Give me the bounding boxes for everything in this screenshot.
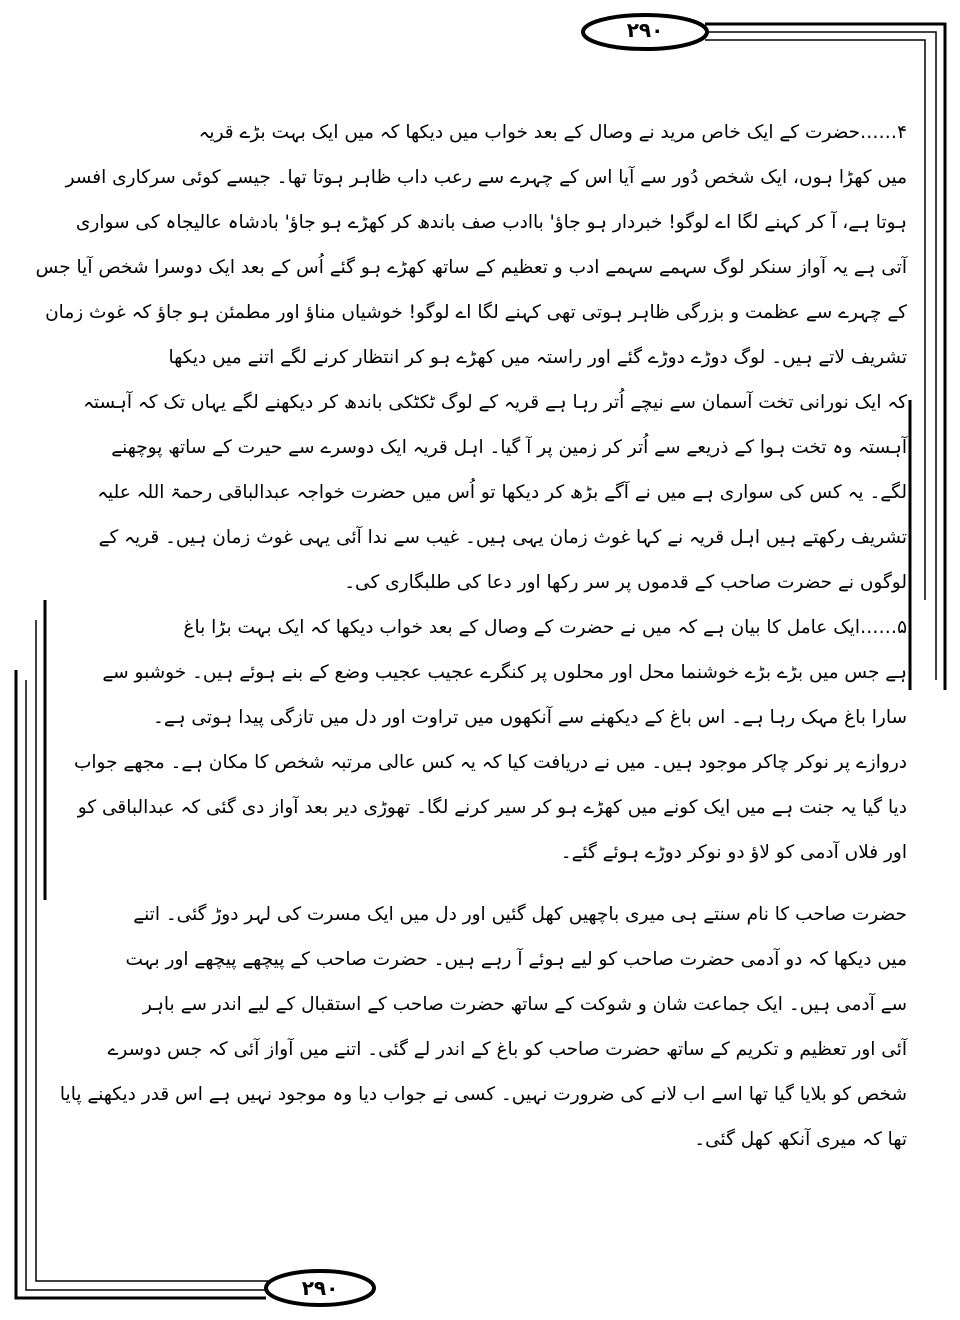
text-line: سارا باغ مہک رہا ہے۔ اس باغ کے دیکھنے سے آنکھوں میں تراوت اور دل میں تازگی پیدا ہوتی ہے۔	[153, 707, 907, 728]
text-line: تشریف لاتے ہیں۔ لوگ دوڑے دوڑے گئے اور راستہ میں کھڑے ہو کر انتظار کرنے لگے اتنے میں دیکھا	[168, 347, 907, 368]
text-line: کہ ایک نورانی تخت آسمان سے نیچے اُتر رہا ہے قریہ کے لوگ ٹکٹکی باندھ کر دیکھنے لگے یہاں تک کہ آہستہ	[83, 392, 907, 413]
text-line: سے آدمی ہیں۔ ایک جماعت شان و شوکت کے ساتھ حضرت صاحب کے استقبال کے لیے اندر سے باہر	[142, 994, 907, 1015]
text-line: میں دیکھا کہ دو آدمی حضرت صاحب کو لیے ہوئے آ رہے ہیں۔ حضرت صاحب کے پیچھے پیچھے اور بہت	[125, 949, 907, 970]
text-line: تھا کہ میری آنکھ کھل گئی۔	[694, 1129, 907, 1150]
text-line: آتی ہے یہ آواز سنکر لوگ سہمے سہمے ادب و تعظیم کے ساتھ کھڑے ہو گئے اُس کے بعد ایک دوسرا شخص آیا جس	[35, 257, 907, 278]
text-line: شخص کو بلایا گیا تھا اسے اب لانے کی ضرورت نہیں۔ کسی نے جواب دیا وہ موجود نہیں ہے اس قدر دیکھنے پایا	[59, 1084, 907, 1105]
text-line: دروازے پر نوکر چاکر موجود ہیں۔ میں نے دریافت کیا کہ یہ کس عالی مرتبہ شخص کا مکان ہے۔ مجھے جواب	[73, 752, 907, 773]
text-line: میں کھڑا ہوں، ایک شخص دُور سے آیا اس کے چہرے سے رعب داب ظاہر ہوتا تھا۔ جیسے کوئی سرکاری افسر	[65, 167, 907, 188]
text-line: تشریف رکھتے ہیں اہل قریہ نے کہا غوث زمان یہی ہیں۔ غیب سے ندا آئی یہی غوث زمان ہیں۔ قریہ کے	[98, 527, 907, 548]
text-line: ۵……ایک عامل کا بیان ہے کہ میں نے حضرت کے وصال کے بعد خواب دیکھا کہ ایک بہت بڑا باغ	[183, 617, 907, 638]
text-line: ہے جس میں بڑے بڑے خوشنما محل اور محلوں پر کنگرے عجیب عجیب وضع کے بنے ہوئے ہیں۔ خوشبو سے	[102, 662, 907, 683]
text-line: لوگوں نے حضرت صاحب کے قدموں پر سر رکھا اور دعا کی طلبگاری کی۔	[344, 572, 907, 593]
text-line: دیا گیا یہ جنت ہے میں ایک کونے میں کھڑے ہو کر سیر کرنے لگا۔ تھوڑی دیر بعد آواز دی گئی کہ عبدالباقی کو	[77, 797, 907, 818]
text-line: ۴……حضرت کے ایک خاص مرید نے وصال کے بعد خواب میں دیکھا کہ میں ایک بہت بڑے قریہ	[198, 122, 907, 143]
text-line: آہستہ وہ تخت ہوا کے ذریعے سے اُتر کر زمین پر آ گیا۔ اہل قریہ ایک دوسرے سے حیرت کے ساتھ پوچھنے	[111, 437, 907, 458]
text-line: آئی اور تعظیم و تکریم کے ساتھ حضرت صاحب کو باغ کے اندر لے گئی۔ اتنے میں آواز آئی کہ جس دوسرے	[107, 1039, 907, 1060]
text-line: کے چہرے سے عظمت و بزرگی ظاہر ہوتی تھی کہنے لگا اے لوگو! خوشیاں مناؤ اور مطمئن ہو جاؤ کہ غوث زمان	[45, 302, 907, 323]
text-line: لگے۔ یہ کس کی سواری ہے میں نے آگے بڑھ کر دیکھا تو اُس میں حضرت خواجہ عبدالباقی رحمۃ اللہ علیہ	[97, 482, 907, 503]
page-number-top: ۲۹۰	[626, 18, 664, 42]
text-line: حضرت صاحب کا نام سنتے ہی میری باچھیں کھل گئیں اور دل میں ایک مسرت کی لہر دوڑ گئی۔ اتنے	[133, 904, 907, 925]
page-number-bottom: ۲۹۰	[301, 1276, 339, 1300]
text-line: اور فلاں آدمی کو لاؤ دو نوکر دوڑے ہوئے گئے۔	[560, 842, 907, 863]
text-line: ہوتا ہے، آ کر کہنے لگا اے لوگو! خبردار ہو جاؤ' باادب صف باندھ کر کھڑے ہو جاؤ' بادشاہ عالیجاہ کی سواری	[75, 212, 907, 233]
